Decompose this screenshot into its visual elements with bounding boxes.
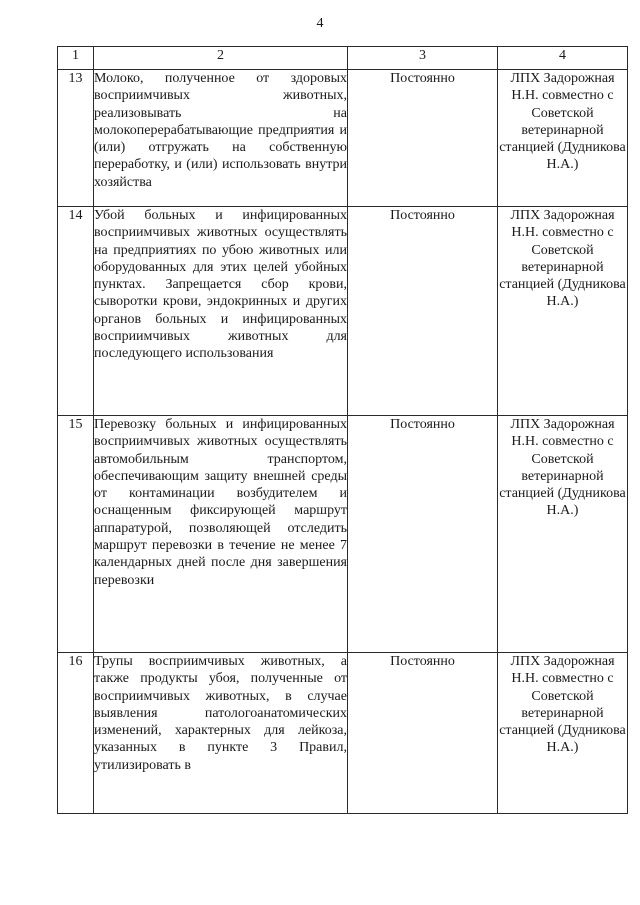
row-responsible: ЛПХ Задорожная Н.Н. совместно с Советской ветеринарной станцией (Дудникова Н.А.)	[498, 653, 628, 814]
measures-table	[57, 46, 628, 814]
row-description	[94, 70, 348, 207]
row-description	[94, 653, 348, 814]
header-row	[58, 47, 628, 70]
row-period: Постоянно	[348, 207, 498, 416]
page-number: 4	[316, 16, 324, 31]
row-number: 16	[58, 653, 94, 814]
table-row	[58, 653, 628, 814]
table-row	[58, 416, 628, 653]
header-col-1: 1	[58, 47, 94, 70]
row-description	[94, 207, 348, 416]
header-col-2: 2	[94, 47, 348, 70]
header-col-3: 3	[348, 47, 498, 70]
header-col-4: 4	[498, 47, 628, 70]
description-text: Трупы восприимчивых животных, а также продукты убоя, полученные от восприимчивых животных, в случае выявления патологоанатомических изменений, характерных для лейкоза, указанных в пункте 3 Правил, утилизировать в	[94, 654, 347, 773]
description-text: Перевозку больных и инфицированных восприимчивых животных осуществлять автомобильным транспортом, обеспечивающим защиту внешней среды от контаминации возбудителем и оснащенным фиксирующей маршрут аппаратурой, позволяющей отследить маршрут перевозки в течение не менее 7 календарных дней после дня завершения перевозки	[94, 417, 347, 588]
description-text: Убой больных и инфицированных восприимчивых животных осуществлять на предприятиях по убою животных или оборудованных для этих целей убойных пунктах. Запрещается сбор крови, сыворотки крови, эндокринных и других органов больных и инфицированных восприимчивых животных для последующего использования	[94, 208, 347, 362]
row-number: 14	[58, 207, 94, 416]
row-period: Постоянно	[348, 653, 498, 814]
table-row	[58, 70, 628, 207]
row-number: 13	[58, 70, 94, 207]
row-description	[94, 416, 348, 653]
table-row	[58, 207, 628, 416]
row-number: 15	[58, 416, 94, 653]
row-period: Постоянно	[348, 416, 498, 653]
row-period: Постоянно	[348, 70, 498, 207]
row-responsible: ЛПХ Задорожная Н.Н. совместно с Советской ветеринарной станцией (Дудникова Н.А.)	[498, 416, 628, 653]
description-text: Молоко, полученное от здоровых восприимчивых животных, реализовывать на молокоперерабатывающие предприятия и (или) отгружать на собственную переработку, и (или) использовать внутри хозяйства	[94, 71, 347, 190]
row-responsible: ЛПХ Задорожная Н.Н. совместно с Советской ветеринарной станцией (Дудникова Н.А.)	[498, 70, 628, 207]
row-responsible: ЛПХ Задорожная Н.Н. совместно с Советской ветеринарной станцией (Дудникова Н.А.)	[498, 207, 628, 416]
